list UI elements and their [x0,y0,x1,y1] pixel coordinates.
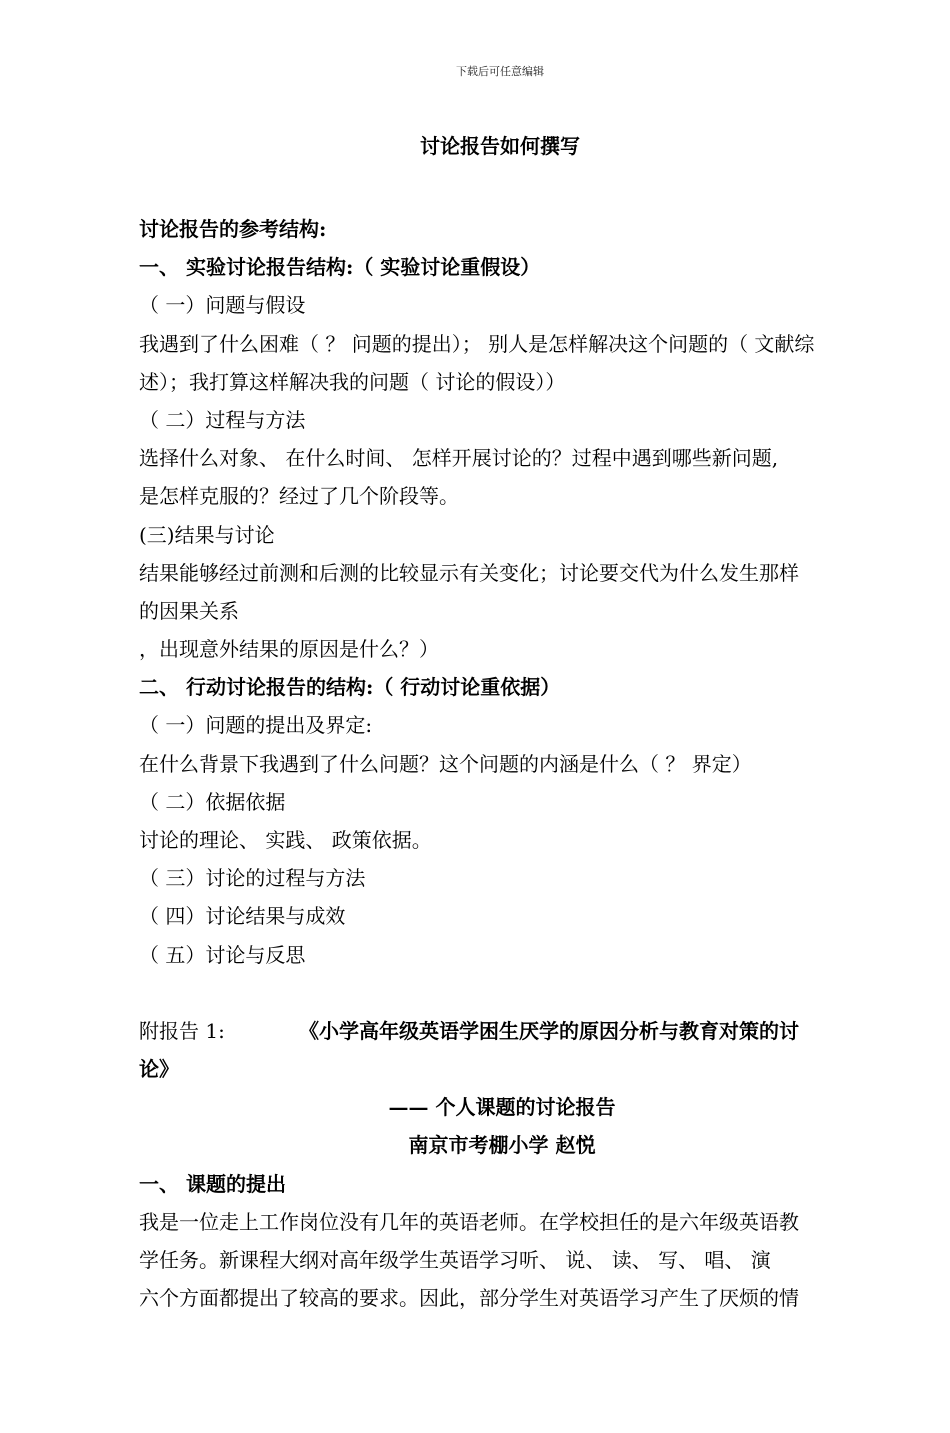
attachment-label: 附报告 1: [139,1018,225,1043]
document-title: 讨论报告如何撰写 [420,134,580,158]
section1-line: 选择什么对象、 在什么时间、 怎样开展讨论的？过程中遇到哪些新问题, [139,446,779,471]
section1-line: 的因果关系 [139,598,239,623]
section1-line: ，出现意外结果的原因是什么？） [139,637,439,662]
attachment-title-continued: 论》 [139,1056,179,1081]
section1-line: 是怎样克服的？经过了几个阶段等。 [139,484,459,509]
section1-line: (三)结果与讨论 [139,522,275,547]
section2-line: （ 五）讨论与反思 [139,942,306,967]
section1-line: （ 二）过程与方法 [139,407,306,432]
section1-line: （ 一）问题与假设 [139,293,306,318]
report-paragraph-line: 六个方面都提出了较高的要求。因此，部分学生对英语学习产生了厌烦的情 [139,1286,799,1311]
attachment-title-row [139,1012,865,1050]
section2-heading: 二、 行动讨论报告的结构:（ 行动讨论重依据） [139,675,561,700]
spacer [139,974,865,1012]
section2-line: （ 四）讨论结果与成效 [139,904,346,929]
report-paragraph-line: 我是一位走上工作岗位没有几年的英语老师。在学校担任的是六年级英语教 [139,1209,799,1234]
structure-heading: 讨论报告的参考结构: [139,217,327,241]
section2-line: （ 三）讨论的过程与方法 [139,866,366,891]
report-section-heading: 一、 课题的提出 [139,1171,286,1196]
section1-line: 述）；我打算这样解决我的问题（ 讨论的假设）） [139,369,566,394]
attachment-subtitle: —— 个人课题的讨论报告 [388,1095,616,1120]
section2-line: 在什么背景下我遇到了什么问题？这个问题的内涵是什么（ ？ 界定） [139,751,752,776]
section1-line: 我遇到了什么困难（ ？ 问题的提出）； 别人是怎样解决这个问题的（ 文献综 [139,331,815,356]
section2-line: （ 二）依据依据 [139,789,286,814]
header-note: 下载后可任意编辑 [456,65,544,78]
report-paragraph-line: 学任务。新课程大纲对高年级学生英语学习听、 说、 读、 写、 唱、 演 [139,1247,771,1272]
attachment-title: 《小学高年级英语学困生厌学的原因分析与教育对策的讨 [299,1018,799,1043]
section1-heading: 一、 实验讨论报告结构:（ 实验讨论重假设） [139,255,541,280]
section1-line: 结果能够经过前测和后测的比较显示有关变化；讨论要交代为什么发生那样 [139,560,799,585]
document-body [139,210,865,1317]
section2-line: 讨论的理论、 实践、 政策依据。 [139,828,432,852]
section2-line: （ 一）问题的提出及界定: [139,713,373,738]
author-line: 南京市考棚小学 赵悦 [408,1133,596,1158]
